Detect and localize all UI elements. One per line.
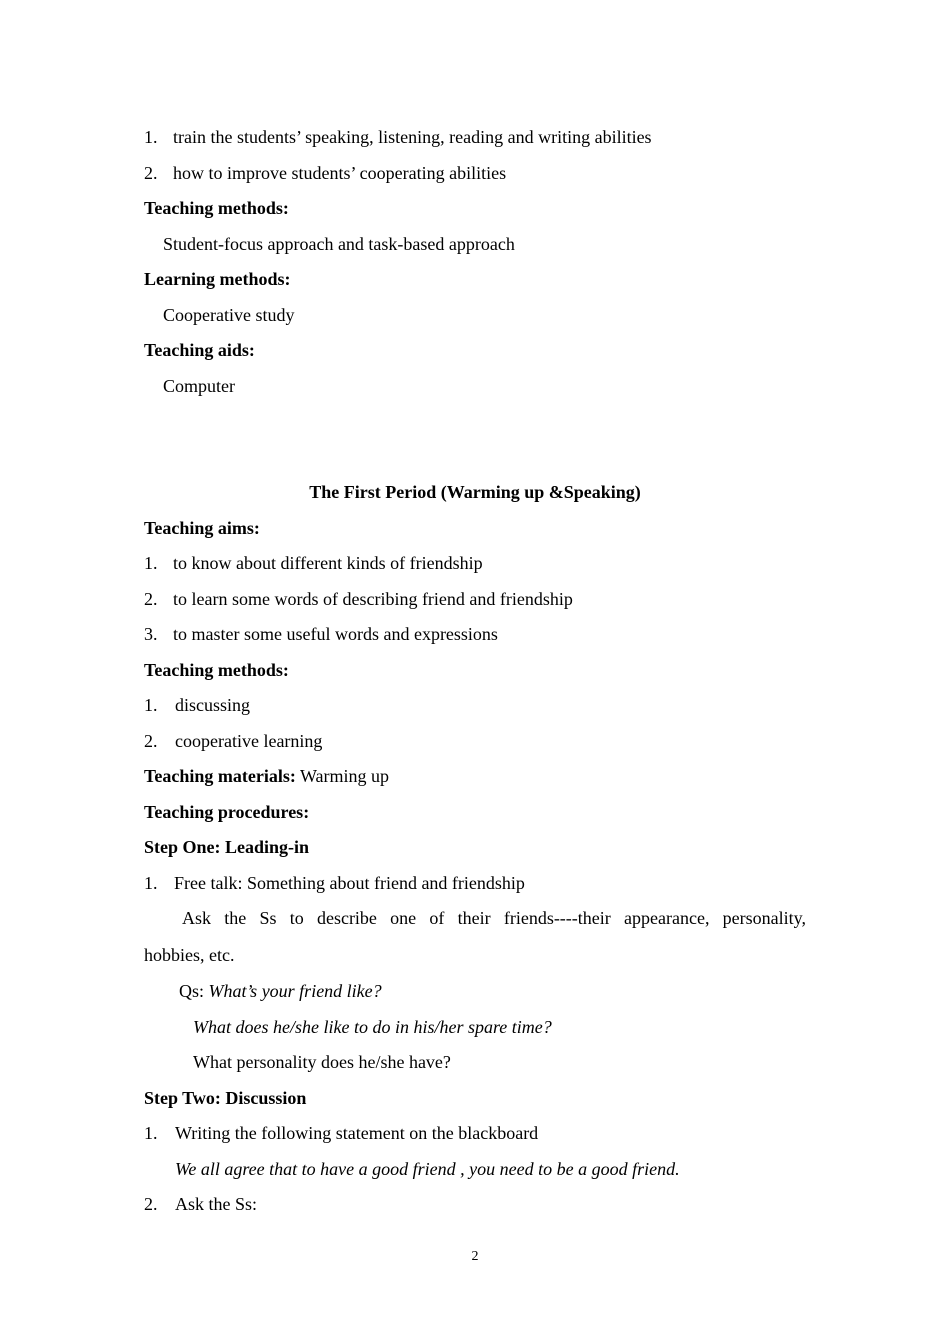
list-number: 1. [144,1123,158,1143]
list-number: 3. [144,624,158,644]
teaching-methods-text: Student-focus approach and task-based approach [163,234,515,254]
teaching-aids-heading: Teaching aids: [144,340,255,360]
teaching-aims-heading: Teaching aims: [144,518,260,538]
question-text: What’s your friend like? [208,981,382,1001]
teaching-materials-text: Warming up [295,766,390,786]
teaching-materials-heading: Teaching materials: [144,766,296,786]
list-number: 2. [144,1194,158,1214]
aim-item-1 [144,554,483,572]
list-number: 1. [144,127,158,147]
method-item-2 [144,732,322,750]
blackboard-statement: We all agree that to have a good friend , you need to be a good friend. [175,1159,680,1179]
list-text: Ask the Ss: [175,1194,258,1214]
list-text: to know about different kinds of friendship [173,553,483,573]
step-one-paragraph-line2: hobbies, etc. [144,945,235,965]
step-two-heading: Step Two: Discussion [144,1088,307,1108]
teaching-materials-line [144,767,389,785]
aim-item-3 [144,625,498,643]
list-text: to master some useful words and expressions [173,624,498,644]
step-two-item-2 [144,1195,257,1213]
list-text: how to improve students’ cooperating abilities [173,163,507,183]
list-text: to learn some words of describing friend and friendship [173,589,573,609]
teaching-aids-text: Computer [163,376,235,396]
page-number: 2 [471,1249,479,1264]
method-item-1 [144,696,250,714]
list-text: Writing the following statement on the blackboard [175,1123,539,1143]
list-number: 1. [144,873,158,893]
questions-label: Qs: [179,981,209,1001]
objective-item-2 [144,164,506,182]
question-1 [179,982,382,1000]
teaching-procedures-heading: Teaching procedures: [144,802,310,822]
learning-methods-heading: Learning methods: [144,269,291,289]
list-text: Free talk: Something about friend and friendship [174,873,525,893]
list-number: 2. [144,163,158,183]
learning-methods-text: Cooperative study [163,305,295,325]
period-title: The First Period (Warming up &Speaking) [309,482,641,502]
list-number: 1. [144,553,158,573]
objective-item-1 [144,128,652,146]
list-number: 2. [144,589,158,609]
list-number: 2. [144,731,158,751]
step-two-item-1 [144,1124,538,1142]
question-2: What does he/she like to do in his/her spare time? [193,1017,552,1037]
list-number: 1. [144,695,158,715]
teaching-methods-heading-2: Teaching methods: [144,660,289,680]
step-one-heading: Step One: Leading-in [144,837,310,857]
list-text: discussing [175,695,251,715]
aim-item-2 [144,590,573,608]
list-text: train the students’ speaking, listening, reading and writing abilities [173,127,652,147]
teaching-methods-heading: Teaching methods: [144,198,289,218]
step-one-paragraph-line1: Ask the Ss to describe one of their friends----their appearance, personality, [182,908,806,928]
step-one-item-1 [144,874,525,892]
list-text: cooperative learning [175,731,323,751]
question-3: What personality does he/she have? [193,1052,451,1072]
